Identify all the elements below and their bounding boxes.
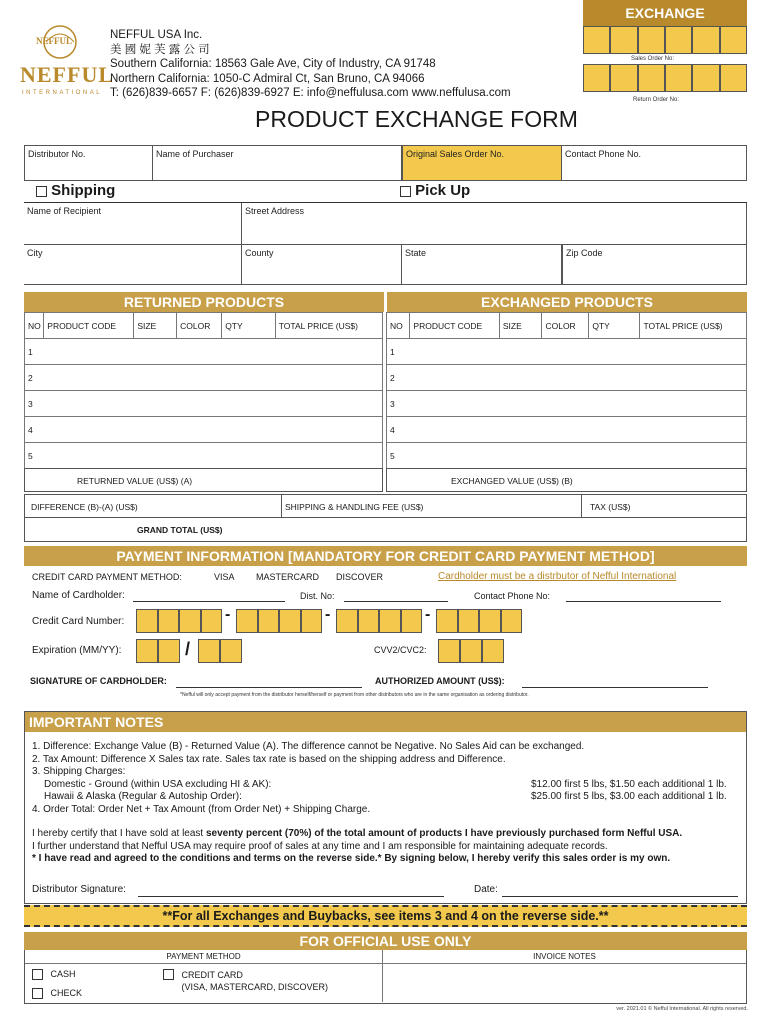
exchange-box: [583, 0, 747, 104]
cardholder-input[interactable]: [133, 601, 285, 602]
sales-order-boxes[interactable]: [583, 26, 747, 54]
cash-checkbox[interactable]: [32, 969, 43, 980]
north-address: Northern California: 1050-C Admiral Ct, San Bruno, CA 94066: [110, 72, 425, 85]
note-1: 1. Difference: Exchange Value (B) - Returned Value (A). The difference cannot be Negative. No Sales Aid can be exchanged.: [32, 741, 585, 752]
expiration-slash: /: [185, 639, 191, 659]
county-field[interactable]: County: [242, 245, 402, 285]
sales-order-label: Sales Order No:: [631, 56, 675, 62]
card-number-label: Credit Card Number:: [32, 616, 125, 627]
distributor-no-field[interactable]: Distributor No.: [24, 145, 153, 181]
date-input[interactable]: [502, 896, 738, 897]
date-label: Date:: [474, 884, 498, 895]
dist-sig-label: Distributor Signature:: [32, 884, 126, 895]
authorized-input[interactable]: [522, 687, 708, 688]
exchange-banner: **For all Exchanges and Buybacks, see items 3 and 4 on the reverse side.**: [24, 905, 747, 927]
card-number-group-1[interactable]: [136, 609, 222, 633]
south-address: Southern California: 18563 Gale Ave, City of Industry, CA 91748: [110, 58, 436, 70]
signature-label: SIGNATURE OF CARDHOLDER:: [30, 676, 167, 686]
logo-emblem-icon: [18, 22, 103, 100]
exchange-title: EXCHANGE: [583, 0, 747, 26]
signature-input[interactable]: [176, 687, 362, 688]
shipping-fee-field[interactable]: SHIPPING & HANDLING FEE (US$): [282, 494, 582, 518]
table-row[interactable]: 4: [25, 417, 383, 443]
authorized-label: AUTHORIZED AMOUNT (US$):: [375, 676, 505, 686]
company-logo: [18, 22, 114, 100]
payment-method-label: CREDIT CARD PAYMENT METHOD:: [32, 572, 182, 582]
returned-title: RETURNED PRODUCTS: [24, 292, 384, 312]
payment-title: PAYMENT INFORMATION [MANDATORY FOR CREDIT CARD PAYMENT METHOD]: [24, 546, 747, 566]
card-dash-1: -: [225, 606, 231, 623]
note-3b-price: $25.00 first 5 lbs, $3.00 each additional 1 lb.: [531, 791, 727, 802]
note-3a: Domestic - Ground (within USA excluding HI & AK):: [44, 778, 272, 790]
table-row[interactable]: 2: [387, 365, 747, 391]
check-option[interactable]: CHECK: [32, 988, 82, 999]
credit-card-checkbox[interactable]: [163, 969, 174, 980]
exchanged-title: EXCHANGED PRODUCTS: [387, 292, 747, 312]
table-row[interactable]: 5: [387, 443, 747, 469]
exchanged-value-field[interactable]: EXCHANGED VALUE (US$) (B): [386, 468, 747, 492]
tax-field[interactable]: TAX (US$): [582, 494, 747, 518]
exchanged-table: [386, 312, 747, 469]
contact-phone-field[interactable]: Contact Phone No.: [562, 145, 747, 181]
cvv-boxes[interactable]: [438, 639, 504, 663]
understand-line: I further understand that Nefful USA may require proof of sales at any time and I am responsible for maintaining adequate records.: [32, 840, 608, 852]
street-field[interactable]: Street Address: [242, 203, 747, 245]
returned-header-row: NO PRODUCT CODE SIZE COLOR QTY TOTAL PRICE (US$): [25, 313, 383, 339]
state-field[interactable]: State: [402, 245, 562, 285]
shipping-checkbox[interactable]: [36, 186, 47, 197]
expiration-year-boxes[interactable]: [198, 639, 242, 663]
invoice-notes-header: INVOICE NOTES: [533, 952, 596, 961]
contact-phone-label: Contact Phone No:: [474, 591, 551, 601]
grand-total-field[interactable]: GRAND TOTAL (US$): [24, 518, 747, 542]
cash-option[interactable]: CASH: [32, 969, 76, 980]
discover-option[interactable]: DISCOVER: [336, 572, 384, 582]
table-row[interactable]: 5: [25, 443, 383, 469]
dist-no-input[interactable]: [344, 601, 448, 602]
logo-top-text: NEFFUL: [36, 36, 72, 46]
credit-card-option[interactable]: CREDIT CARD (VISA, MASTERCARD, DISCOVER): [163, 969, 328, 993]
note-3b: Hawaii & Alaska (Regular & Autoship Order):: [44, 791, 242, 802]
certify-text: [32, 828, 744, 866]
card-number-group-3[interactable]: [336, 609, 422, 633]
zip-field[interactable]: Zip Code: [562, 245, 747, 285]
official-table: [24, 950, 747, 1004]
table-row[interactable]: 4: [387, 417, 747, 443]
notes-title: IMPORTANT NOTES: [25, 712, 746, 732]
note-3: 3. Shipping Charges:: [32, 766, 126, 777]
contact-phone-input[interactable]: [566, 601, 721, 602]
cardholder-label: Name of Cardholder:: [32, 590, 125, 601]
payment-method-header: PAYMENT METHOD: [166, 952, 241, 961]
shipping-option[interactable]: Shipping: [36, 182, 115, 199]
expiration-label: Expiration (MM/YY):: [32, 645, 122, 656]
footer-text: ver. 2021.01 © Nefful International. All rights reserved.: [616, 1006, 748, 1012]
note-4: 4. Order Total: Order Net + Tax Amount (from Order Net) + Shipping Charge.: [32, 803, 371, 815]
difference-field[interactable]: DIFFERENCE (B)-(A) (US$): [24, 494, 282, 518]
cardholder-note: Cardholder must be a distrbutor of Nefful International: [438, 571, 677, 582]
card-dash-3: -: [425, 606, 431, 623]
pickup-option[interactable]: Pick Up: [400, 182, 470, 199]
certify-line: I hereby certify that I have sold at least seventy percent (70%) of the total amount of products I have previously purchased form Nefful USA.: [32, 828, 683, 839]
note-3a-price: $12.00 first 5 lbs, $1.50 each additional 1 lb.: [531, 779, 727, 790]
return-order-label: Return Order No:: [633, 97, 680, 103]
visa-option[interactable]: VISA: [214, 572, 235, 582]
logo-sub: INTERNATIONAL: [22, 90, 103, 96]
table-row[interactable]: 3: [25, 391, 383, 417]
check-checkbox[interactable]: [32, 988, 43, 999]
logo-text: NEFFUL: [20, 62, 114, 87]
dist-sig-input[interactable]: [138, 896, 444, 897]
expiration-month-boxes[interactable]: [136, 639, 180, 663]
table-row[interactable]: 2: [25, 365, 383, 391]
note-2: 2. Tax Amount: Difference X Sales tax rate. Sales tax rate is based on the shipping address and Difference.: [32, 753, 506, 765]
returned-table: [24, 312, 383, 469]
agree-line: * I have read and agreed to the conditions and terms on the reverse side.* By signing below, I hereby verify this sales order is my own.: [32, 853, 671, 864]
contact-line: T: (626)839-6657 F: (626)839-6927 E: info@neffulusa.com www.neffulusa.com: [110, 87, 511, 99]
card-dash-2: -: [325, 606, 331, 623]
card-number-group-4[interactable]: [436, 609, 522, 633]
dist-no-label: Dist. No:: [300, 591, 335, 601]
exchanged-header-row: NO PRODUCT CODE SIZE COLOR QTY TOTAL PRICE (US$): [387, 313, 747, 339]
cvv-label: CVV2/CVC2:: [374, 645, 427, 655]
card-number-group-2[interactable]: [236, 609, 322, 633]
mastercard-option[interactable]: MASTERCARD: [256, 572, 320, 582]
return-order-boxes[interactable]: [583, 64, 747, 92]
table-row[interactable]: 3: [387, 391, 747, 417]
company-name-cn: 美 國 妮 芙 露 公 司: [110, 43, 210, 56]
returned-value-field[interactable]: RETURNED VALUE (US$) (A): [24, 468, 383, 492]
table-row[interactable]: 1: [25, 339, 383, 365]
table-row[interactable]: 1: [387, 339, 747, 365]
official-title: FOR OFFICIAL USE ONLY: [24, 932, 747, 950]
notes-body: [32, 741, 584, 816]
company-name: NEFFUL USA Inc.: [110, 29, 203, 41]
company-info: [110, 28, 511, 101]
form-title: PRODUCT EXCHANGE FORM: [255, 106, 578, 132]
purchaser-field[interactable]: Name of Purchaser: [153, 145, 402, 181]
recipient-field[interactable]: Name of Recipient: [24, 203, 242, 245]
city-field[interactable]: City: [24, 245, 242, 285]
payment-fine-print: *Nefful will only accept payment from the distributor herself/herself or payment from other distributors who are in the same organisation as ordering distributor.: [180, 692, 529, 698]
pickup-checkbox[interactable]: [400, 186, 411, 197]
orig-order-field[interactable]: Original Sales Order No.: [402, 145, 562, 181]
